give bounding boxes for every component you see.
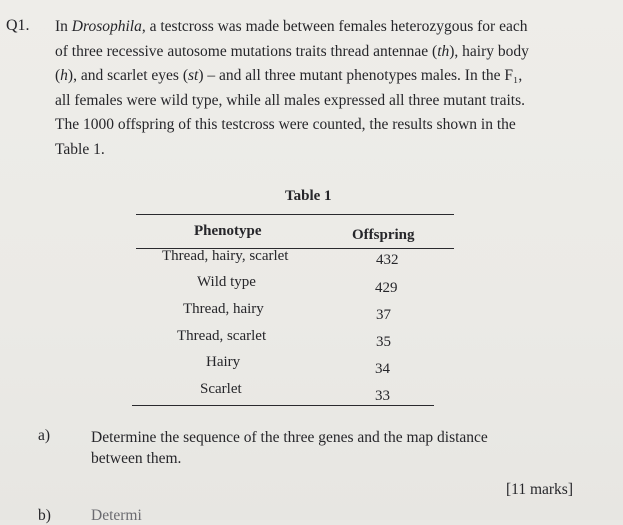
table-row-offspring: 432	[376, 252, 399, 268]
question-number: Q1.	[6, 17, 30, 34]
text-run: ), and scarlet eyes (	[67, 67, 188, 84]
table-row-offspring: 33	[375, 388, 390, 404]
part-a-line: between them.	[91, 450, 182, 467]
part-b-label: b)	[38, 507, 51, 524]
text-run: , a testcross was made between females heterozygous for each	[141, 18, 528, 35]
part-a-text	[91, 427, 551, 469]
question-line	[55, 64, 555, 89]
table-row-phenotype: Thread, hairy	[183, 301, 264, 317]
question-paragraph	[55, 15, 555, 162]
italic-term: st	[188, 67, 199, 84]
question-line	[55, 89, 555, 114]
part-a-line: Determine the sequence of the three genes and the map distance	[91, 429, 488, 446]
table-row-phenotype: Wild type	[197, 274, 256, 290]
table-row-phenotype: Thread, hairy, scarlet	[162, 248, 289, 264]
text-run: (	[55, 67, 61, 84]
part-b-text: Determi	[91, 507, 142, 524]
text-run: In	[55, 18, 72, 35]
header-phenotype: Phenotype	[194, 223, 262, 239]
text-run: Table 1.	[55, 140, 105, 158]
table-row-offspring: 34	[375, 361, 390, 377]
text-run: ) – and all three mutant phenotypes males. In the F₁,	[198, 67, 523, 84]
text-run: ), hairy body	[449, 42, 529, 60]
table-top-rule	[136, 214, 454, 215]
table-row-phenotype: Thread, scarlet	[177, 328, 267, 344]
text-run: of three recessive autosome mutations traits thread antennae (	[55, 42, 438, 60]
question-line	[55, 113, 555, 138]
table-title: Table 1	[285, 188, 332, 204]
table-row-offspring: 429	[375, 280, 398, 296]
text-run: The 1000 offspring of this testcross were counted, the results shown in the	[55, 116, 516, 133]
header-offspring: Offspring	[352, 227, 415, 243]
table-bottom-rule	[132, 405, 434, 406]
part-a-marks: [11 marks]	[506, 481, 574, 498]
table-row-offspring: 35	[376, 334, 391, 350]
question-line	[55, 40, 555, 65]
table-row-phenotype: Scarlet	[200, 381, 242, 397]
table-row-phenotype: Hairy	[206, 354, 241, 370]
italic-term: th	[437, 42, 450, 60]
text-run: all females were wild type, while all males expressed all three mutant traits.	[55, 91, 526, 109]
question-line	[55, 15, 555, 40]
table-row-offspring: 37	[376, 307, 391, 323]
italic-term: h	[60, 67, 68, 84]
italic-term: Drosophila	[71, 18, 142, 35]
part-a-label: a)	[38, 427, 51, 444]
question-line	[55, 138, 555, 163]
